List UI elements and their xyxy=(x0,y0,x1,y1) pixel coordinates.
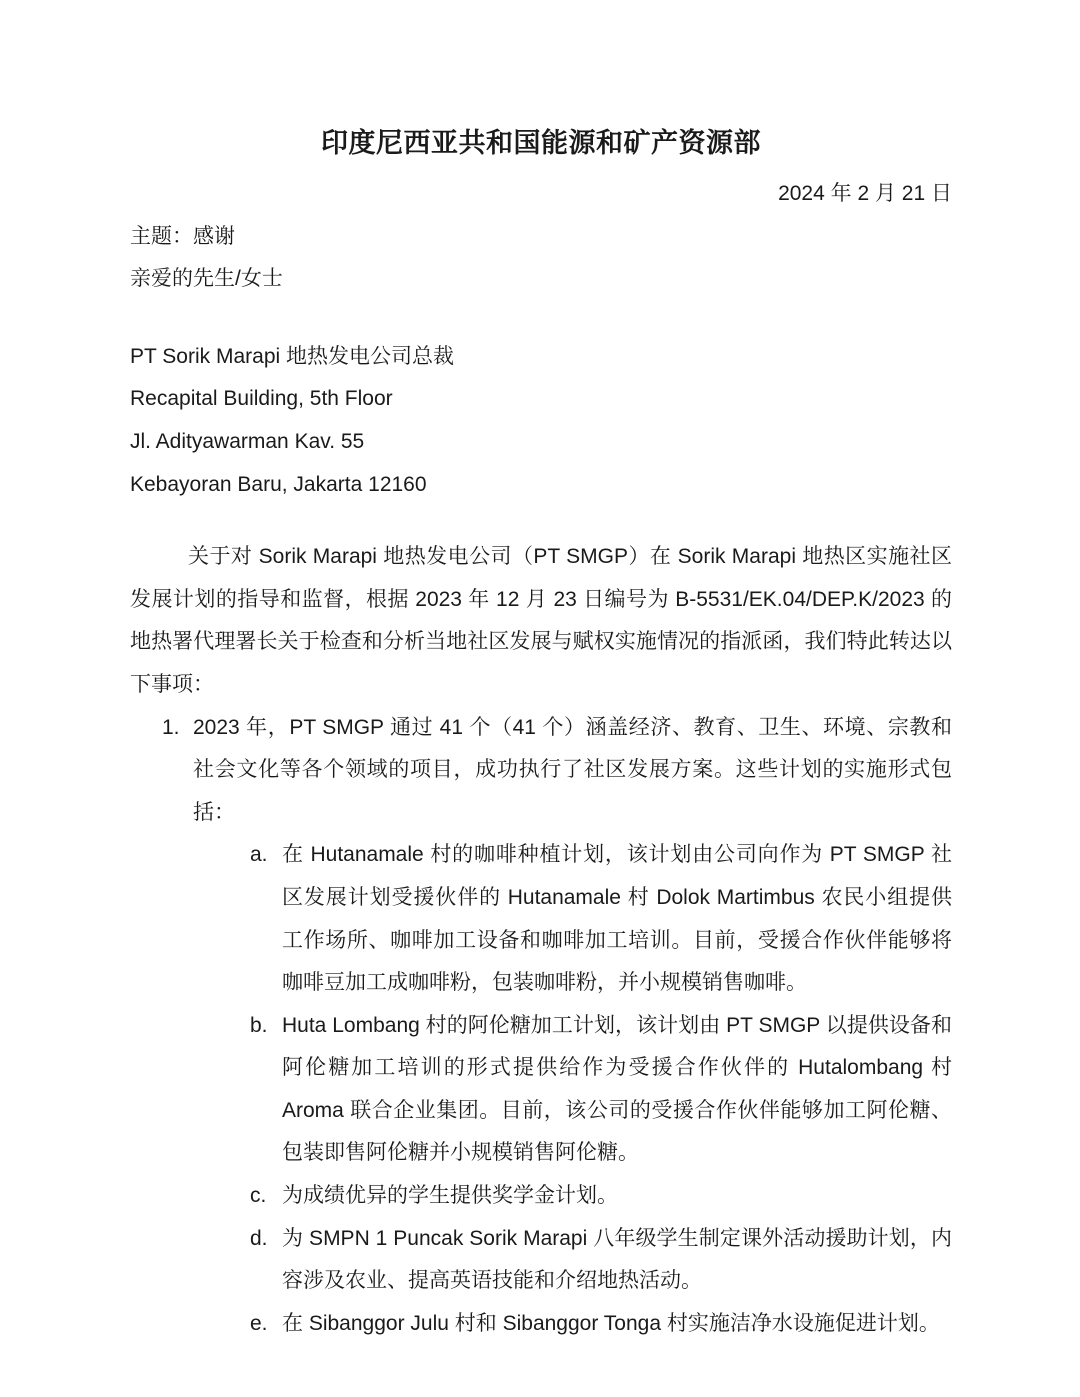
list-subitem-b-marker: b. xyxy=(250,1013,268,1037)
list-subitem-c-marker: c. xyxy=(250,1184,267,1208)
list-subitem-e xyxy=(130,1303,952,1346)
date-line: 2024 年 2 月 21 日 xyxy=(778,182,952,205)
salutation: 亲爱的先生/女士 xyxy=(130,267,283,291)
subject-line: 主题：感谢 xyxy=(130,224,235,248)
list-subitem-e-text: 在 Sibanggor Julu 村和 Sibanggor Tonga 村实施洁净水设施促进计划。 xyxy=(282,1311,940,1335)
recipient-address-line: Kebayoran Baru, Jakarta 12160 xyxy=(130,472,427,496)
list-item-1-text: 2023 年，PT SMGP 通过 41 个（41 个）涵盖经济、教育、卫生、环境、宗教和社会文化等各个领域的项目，成功执行了社区发展方案。这些计划的实施形式包括： xyxy=(193,715,952,824)
list-subitem-a-marker: a. xyxy=(250,843,268,867)
list-subitem-d-text: 为 SMPN 1 Puncak Sorik Marapi 八年级学生制定课外活动援助计划，内容涉及农业、提高英语技能和介绍地热活动。 xyxy=(282,1226,952,1293)
list-subitem-d xyxy=(130,1218,952,1303)
list-subitem-b xyxy=(130,1005,952,1175)
list-subitem-a-text: 在 Hutanamale 村的咖啡种植计划，该计划由公司向作为 PT SMGP 社区发展计划受援伙伴的 Hutanamale 村 Dolok Martimbus 农民小组提供工作场所、咖啡加工设备和咖啡加工培训。目前，受援合作伙伴能够将咖啡豆加工成咖啡粉，包装咖啡粉，并小规模销售咖啡。 xyxy=(282,843,952,995)
list-subitem-c-text: 为成绩优异的学生提供奖学金计划。 xyxy=(282,1184,618,1208)
list-subitem-a xyxy=(130,834,952,1004)
document-title: 印度尼西亚共和国能源和矿产资源部 xyxy=(321,128,761,158)
intro-paragraph: 关于对 Sorik Marapi 地热发电公司（PT SMGP）在 Sorik Marapi 地热区实施社区发展计划的指导和监督，根据 2023 年 12 月 23 日编号为 B-5531/EK.04/DEP.K/2023 的地热署代理署长关于检查和分析当地社区发展与赋权实施情况的指派函，我们特此转达以下事项： xyxy=(130,545,952,696)
list-subitem-b-text: Huta Lombang 村的阿伦糖加工计划，该计划由 PT SMGP 以提供设备和阿伦糖加工培训的形式提供给作为受援合作伙伴的 Hutalombang 村 Aroma 联合企业集团。目前，该公司的受援合作伙伴能够加工阿伦糖、包装即售阿伦糖并小规模销售阿伦糖。 xyxy=(282,1013,952,1165)
recipient-name: PT Sorik Marapi 地热发电公司总裁 xyxy=(130,344,454,368)
list-subitem-d-marker: d. xyxy=(250,1226,268,1250)
list-item-1-marker: 1. xyxy=(162,715,180,739)
list-subitem-c xyxy=(130,1175,952,1218)
list-item-1 xyxy=(130,707,952,835)
recipient-address-line: Recapital Building, 5th Floor xyxy=(130,387,393,411)
recipient-block xyxy=(130,336,952,506)
list-subitem-e-marker: e. xyxy=(250,1311,268,1335)
recipient-address-line: Jl. Adityawarman Kav. 55 xyxy=(130,429,365,453)
